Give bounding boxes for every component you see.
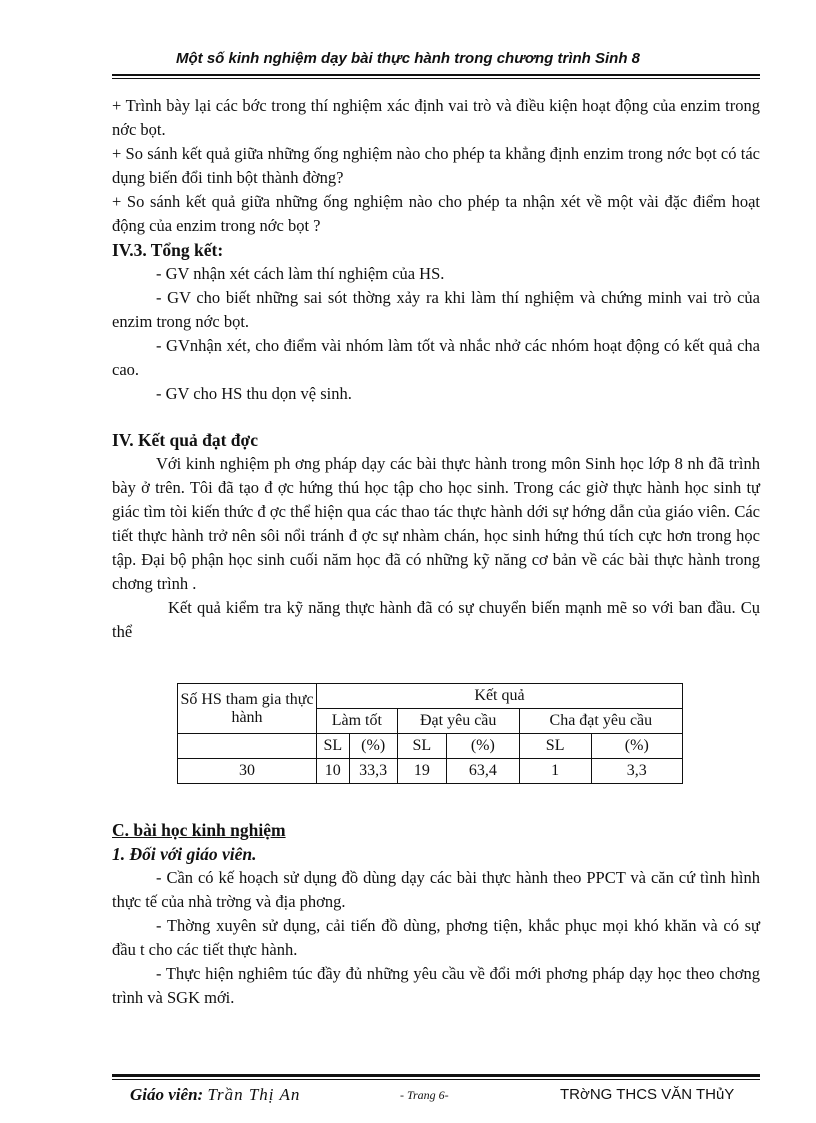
summary-item-4: - GV cho HS thu dọn vệ sinh. — [156, 384, 352, 403]
cell-meet-sl: 19 — [397, 759, 446, 784]
page-header-title: Một số kinh nghiệm dạy bài thực hành trong chương trình Sinh 8 — [176, 50, 640, 67]
table-sub-pct: (%) — [446, 734, 519, 759]
footer-teacher — [130, 1085, 300, 1105]
heading-ket-qua: IV. Kết quả đạt đợc — [112, 430, 258, 450]
table-row — [178, 759, 683, 784]
table-header-good: Làm tốt — [317, 709, 398, 734]
cell-fail-pct: 3,3 — [591, 759, 682, 784]
table-sub-pct: (%) — [591, 734, 682, 759]
cell-total: 30 — [178, 759, 317, 784]
summary-item-1: - GV nhận xét cách làm thí nghiệm của HS. — [156, 264, 445, 283]
heading-giao-vien: 1. Đối với giáo viên. — [112, 844, 257, 864]
lesson-item-2: - Thờng xuyên sử dụng, cải tiến đồ dùng, phơng tiện, khắc phục mọi khó khăn và có sự đầu t cho các tiết thực hành. — [112, 916, 760, 959]
table-header-fail: Cha đạt yêu cầu — [519, 709, 682, 734]
summary-item-3: - GVnhận xét, cho điểm vài nhóm làm tốt và nhắc nhở các nhóm hoạt động có kết quả cha cao. — [112, 336, 760, 379]
lessons-section — [112, 818, 760, 1010]
heading-tong-ket: IV.3. Tổng kết: — [112, 240, 224, 260]
summary-item-2: - GV cho biết những sai sót thờng xảy ra khi làm thí nghiệm và chứng minh vai trò của enzim trong nớc bọt. — [112, 288, 760, 331]
cell-good-sl: 10 — [317, 759, 350, 784]
document-body — [112, 94, 760, 644]
footer-page-number: - Trang 6- — [400, 1088, 449, 1102]
heading-bai-hoc: C. bài học kinh nghiệm — [112, 820, 286, 840]
table-header-participants: Số HS tham gia thực hành — [178, 684, 317, 734]
results-paragraph: Với kinh nghiệm ph ơng pháp dạy các bài thực hành trong môn Sinh học lớp 8 nh đã trình bày ở trên. Tôi đã tạo đ ợc hứng thú học tập cho học sinh. Trong các giờ thực hành học sinh tự giác tìm tòi kiến thức đ ợc thể hiện qua các thao tác thực hành dới sự hớng dẫn của giáo viên. Các tiết thực hành trở nên sôi nổi tránh đ ợc sự nhàm chán, học sinh hứng thú tích cực hơn trong học tập. Đại bộ phận học sinh cuối năm học đã có những kỹ năng cơ bản về các bài thực hành trong chơng trình . — [112, 454, 760, 593]
cell-meet-pct: 63,4 — [446, 759, 519, 784]
header-divider-thin — [112, 78, 760, 79]
question-2: + So sánh kết quả giữa những ống nghiệm nào cho phép ta khẳng định enzim trong nớc bọt có tác dụng biến đổi tinh bột thành đờng? — [112, 144, 760, 187]
footer-teacher-label: Giáo viên: — [130, 1085, 204, 1104]
table-sub-sl: SL — [519, 734, 591, 759]
header-divider — [112, 74, 760, 76]
table-header-blank — [178, 734, 317, 759]
table-sub-sl: SL — [397, 734, 446, 759]
table-sub-pct: (%) — [349, 734, 397, 759]
footer-school: TRờNG THCS VĂN THủY — [560, 1086, 735, 1103]
lesson-item-1: - Cần có kế hoạch sử dụng đồ dùng dạy các bài thực hành theo PPCT và căn cứ tình hình thực tế của nhà trờng và địa phơng. — [112, 868, 760, 911]
footer-teacher-name: Trần Thị An — [207, 1085, 301, 1104]
question-3: + So sánh kết quả giữa những ống nghiệm nào cho phép ta nhận xét về một vài đặc điểm hoạt động của enzim trong nớc bọt ? — [112, 192, 760, 235]
table-header-results: Kết quả — [317, 684, 683, 709]
table-header-meet: Đạt yêu cầu — [397, 709, 519, 734]
results-intro: Kết quả kiểm tra kỹ năng thực hành đã có sự chuyển biến mạnh mẽ so với ban đầu. Cụ thể — [112, 598, 760, 641]
cell-good-pct: 33,3 — [349, 759, 397, 784]
table-sub-sl: SL — [317, 734, 350, 759]
question-1: + Trình bày lại các bớc trong thí nghiệm xác định vai trò và điều kiện hoạt động của enzim trong nớc bọt. — [112, 96, 760, 139]
footer-divider — [112, 1074, 760, 1077]
results-table — [177, 683, 683, 784]
footer-divider-thin — [112, 1079, 760, 1080]
cell-fail-sl: 1 — [519, 759, 591, 784]
lesson-item-3: - Thực hiện nghiêm túc đầy đủ những yêu cầu về đổi mới phơng pháp dạy học theo chơng trình và SGK mới. — [112, 964, 760, 1007]
